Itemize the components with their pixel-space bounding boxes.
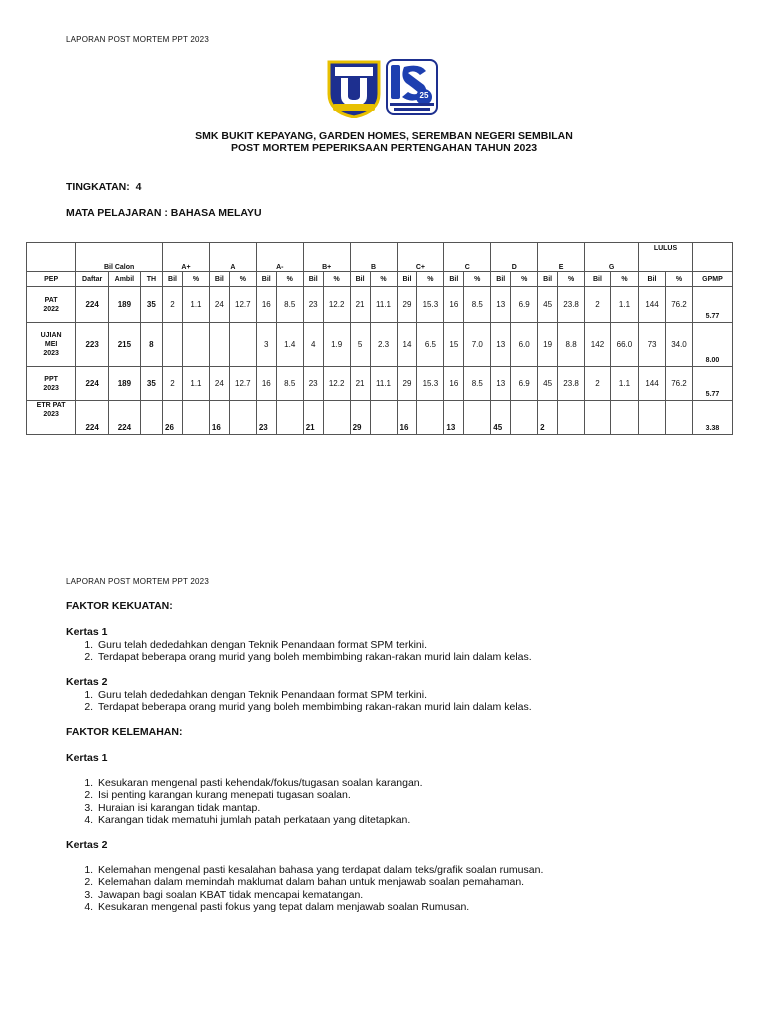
cell-bil: 5 bbox=[350, 323, 370, 367]
cell-bil: 13 bbox=[444, 401, 464, 435]
cell-ambil: 189 bbox=[109, 287, 141, 323]
cell-pct: 6.5 bbox=[417, 323, 444, 367]
tingkatan-line bbox=[66, 181, 141, 193]
cell-bil: 4 bbox=[303, 323, 323, 367]
cell-pct: 6.0 bbox=[511, 323, 538, 367]
report-subtitle: POST MORTEM PEPERIKSAAN PERTENGAHAN TAHUN 2023 bbox=[230, 142, 538, 154]
header-cell-bil-calon: Bil Calon bbox=[76, 243, 163, 272]
header-cell-pct: % bbox=[666, 272, 693, 287]
kelemahan-kertas2-heading: Kertas 2 bbox=[66, 839, 108, 851]
header-cell-bil: Bil bbox=[303, 272, 323, 287]
cell-gpmp: 8.00 bbox=[692, 323, 732, 367]
header-cell-pct: % bbox=[558, 272, 585, 287]
list-item: 1. Kesukaran mengenal pasti kehendak/fokus/tugasan soalan karangan. bbox=[96, 777, 423, 789]
table-row bbox=[27, 367, 733, 401]
header-cell-bil: Bil bbox=[639, 272, 666, 287]
cell-bil: 15 bbox=[444, 323, 464, 367]
header-cell-pct: % bbox=[276, 272, 303, 287]
cell-bil: 21 bbox=[350, 367, 370, 401]
row-label bbox=[27, 287, 76, 323]
cell-th bbox=[140, 401, 162, 435]
kekuatan-title: FAKTOR KEKUATAN: bbox=[66, 600, 173, 612]
cell-pct bbox=[276, 401, 303, 435]
header-cell-grade: E bbox=[538, 243, 585, 272]
cell-pct: 8.5 bbox=[276, 367, 303, 401]
cell-bil: 23 bbox=[256, 401, 276, 435]
cell-bil: 24 bbox=[209, 287, 229, 323]
cell-pct: 12.2 bbox=[323, 367, 350, 401]
list-item: 1. Guru telah dededahkan dengan Teknik Penandaan format SPM terkini. bbox=[96, 689, 532, 701]
header-cell-gpmp: GPMP bbox=[692, 272, 732, 287]
header-cell-grade: A bbox=[209, 243, 256, 272]
header-cell-pct: % bbox=[182, 272, 209, 287]
header-cell-th: TH bbox=[140, 272, 162, 287]
cell-ambil: 189 bbox=[109, 367, 141, 401]
table-row bbox=[27, 287, 733, 323]
header-row-sub bbox=[27, 272, 733, 287]
cell-bil: 13 bbox=[491, 287, 511, 323]
list-item: 3. Jawapan bagi soalan KBAT tidak mencapai kematangan. bbox=[96, 889, 543, 901]
header-cell-pct: % bbox=[229, 272, 256, 287]
row-label-line: MEI bbox=[44, 341, 58, 348]
cell-bil: 144 bbox=[639, 287, 666, 323]
cell-bil bbox=[163, 323, 183, 367]
cell-bil: 144 bbox=[639, 367, 666, 401]
header-cell-lulus: LULUS bbox=[639, 243, 693, 272]
list-item: 1. Kelemahan mengenal pasti kesalahan bahasa yang terdapat dalam teks/grafik soalan rumusan. bbox=[96, 864, 543, 876]
cell-gpmp: 5.77 bbox=[692, 367, 732, 401]
cell-bil: 16 bbox=[444, 367, 464, 401]
table-row bbox=[27, 401, 733, 435]
cell-pct bbox=[182, 401, 209, 435]
cell-pct: 1.1 bbox=[182, 367, 209, 401]
cell-pct: 11.1 bbox=[370, 287, 397, 323]
cell-pct bbox=[182, 323, 209, 367]
cell-pct bbox=[417, 401, 444, 435]
header-cell-bil: Bil bbox=[538, 272, 558, 287]
header-cell-bil: Bil bbox=[444, 272, 464, 287]
kekuatan-kertas2-list bbox=[66, 689, 532, 714]
cell-pct: 6.9 bbox=[511, 367, 538, 401]
tingkatan-value: 4 bbox=[135, 181, 142, 193]
cell-bil: 13 bbox=[491, 323, 511, 367]
header-row-groups bbox=[27, 243, 733, 272]
cell-gpmp: 3.38 bbox=[692, 401, 732, 435]
cell-pct: 8.5 bbox=[276, 287, 303, 323]
cell-bil: 2 bbox=[538, 401, 558, 435]
cell-pct: 76.2 bbox=[666, 367, 693, 401]
header-cell-pct: % bbox=[610, 272, 638, 287]
row-label-line: PAT bbox=[44, 296, 58, 304]
cell-pct: 12.7 bbox=[229, 287, 256, 323]
header-cell-grade: G bbox=[585, 243, 639, 272]
header-cell-grade: C+ bbox=[397, 243, 444, 272]
cell-pct bbox=[229, 323, 256, 367]
cell-th: 35 bbox=[140, 287, 162, 323]
cell-bil: 2 bbox=[163, 367, 183, 401]
cell-bil: 23 bbox=[303, 287, 323, 323]
list-item: 1. Guru telah dededahkan dengan Teknik Penandaan format SPM terkini. bbox=[96, 639, 532, 651]
cell-bil: 26 bbox=[163, 401, 183, 435]
header-cell-grade: B bbox=[350, 243, 397, 272]
cell-pct bbox=[370, 401, 397, 435]
cell-pct: 1.1 bbox=[610, 287, 638, 323]
cell-daftar: 224 bbox=[76, 287, 109, 323]
cell-pct: 23.8 bbox=[558, 367, 585, 401]
list-item: 2. Isi penting karangan kurang menepati tugasan soalan. bbox=[96, 789, 423, 801]
cell-bil: 2 bbox=[585, 287, 611, 323]
header-cell-grade: B+ bbox=[303, 243, 350, 272]
cell-pct: 6.9 bbox=[511, 287, 538, 323]
cell-pct: 12.2 bbox=[323, 287, 350, 323]
cell-pct: 2.3 bbox=[370, 323, 397, 367]
cell-daftar: 224 bbox=[76, 367, 109, 401]
cell-pct: 34.0 bbox=[666, 323, 693, 367]
cell-pct bbox=[464, 401, 491, 435]
cell-daftar: 224 bbox=[76, 401, 109, 435]
table-row bbox=[27, 323, 733, 367]
cell-pct: 1.1 bbox=[610, 367, 638, 401]
cell-pct: 8.5 bbox=[464, 287, 491, 323]
kelemahan-title: FAKTOR KELEMAHAN: bbox=[66, 726, 183, 738]
cell-pct: 1.1 bbox=[182, 287, 209, 323]
cell-th: 8 bbox=[140, 323, 162, 367]
cell-pct bbox=[610, 401, 638, 435]
list-item: 2. Kelemahan dalam memindah maklumat dalam bahan untuk menjawab soalan pemahaman. bbox=[96, 876, 543, 888]
row-label-line: 2022 bbox=[43, 305, 59, 313]
cell-pct: 1.4 bbox=[276, 323, 303, 367]
cell-pct bbox=[511, 401, 538, 435]
kekuatan-kertas2-heading: Kertas 2 bbox=[66, 676, 108, 688]
cell-bil: 21 bbox=[350, 287, 370, 323]
kekuatan-kertas1-heading: Kertas 1 bbox=[66, 626, 108, 638]
header-cell-empty bbox=[27, 243, 76, 272]
header-cell-bil: Bil bbox=[163, 272, 183, 287]
cell-pct bbox=[323, 401, 350, 435]
cell-daftar: 223 bbox=[76, 323, 109, 367]
page-header: LAPORAN POST MORTEM PPT 2023 bbox=[66, 35, 209, 44]
tingkatan-label: TINGKATAN: bbox=[66, 181, 130, 193]
header-cell-bil: Bil bbox=[350, 272, 370, 287]
anniversary-logo bbox=[386, 59, 438, 115]
school-crest-logo bbox=[327, 60, 381, 118]
cell-bil: 14 bbox=[397, 323, 417, 367]
header-cell-pct: % bbox=[464, 272, 491, 287]
cell-bil: 142 bbox=[585, 323, 611, 367]
row-label-line: 2023 bbox=[43, 350, 59, 357]
cell-bil: 16 bbox=[444, 287, 464, 323]
header-cell-ambil: Ambil bbox=[109, 272, 141, 287]
cell-pct: 8.5 bbox=[464, 367, 491, 401]
cell-bil: 24 bbox=[209, 367, 229, 401]
cell-pct bbox=[229, 401, 256, 435]
cell-pct: 15.3 bbox=[417, 287, 444, 323]
header-cell-bil: Bil bbox=[585, 272, 611, 287]
cell-bil: 73 bbox=[639, 323, 666, 367]
anniversary-number: 25 bbox=[419, 91, 429, 100]
header-cell-empty bbox=[692, 243, 732, 272]
header-cell-bil: Bil bbox=[256, 272, 276, 287]
report-title: SMK BUKIT KEPAYANG, GARDEN HOMES, SEREMBAN NEGERI SEMBILAN bbox=[195, 130, 573, 142]
header-cell-bil: Bil bbox=[491, 272, 511, 287]
header-cell-pct: % bbox=[323, 272, 350, 287]
row-label-line: ETR PAT bbox=[36, 402, 66, 409]
cell-bil bbox=[639, 401, 666, 435]
cell-bil bbox=[585, 401, 611, 435]
cell-bil: 29 bbox=[397, 287, 417, 323]
cell-pct: 23.8 bbox=[558, 287, 585, 323]
cell-th: 35 bbox=[140, 367, 162, 401]
cell-pct: 1.9 bbox=[323, 323, 350, 367]
header-cell-grade: C bbox=[444, 243, 491, 272]
cell-bil: 45 bbox=[538, 287, 558, 323]
subject-label: MATA PELAJARAN : BAHASA MELAYU bbox=[66, 207, 262, 219]
header-cell-grade: A+ bbox=[163, 243, 210, 272]
cell-bil: 16 bbox=[397, 401, 417, 435]
cell-bil: 45 bbox=[491, 401, 511, 435]
header-cell-pct: % bbox=[511, 272, 538, 287]
cell-bil: 29 bbox=[397, 367, 417, 401]
row-label-line: PPT bbox=[44, 375, 58, 383]
cell-bil: 3 bbox=[256, 323, 276, 367]
cell-bil: 45 bbox=[538, 367, 558, 401]
cell-bil: 29 bbox=[350, 401, 370, 435]
list-item: 4. Karangan tidak mematuhi jumlah patah perkataan yang ditetapkan. bbox=[96, 814, 423, 826]
row-label-line: 2023 bbox=[43, 384, 59, 392]
cell-bil: 21 bbox=[303, 401, 323, 435]
cell-bil: 13 bbox=[491, 367, 511, 401]
header-cell-daftar: Daftar bbox=[76, 272, 109, 287]
list-item: 3. Huraian isi karangan tidak mantap. bbox=[96, 802, 423, 814]
list-item: 2. Terdapat beberapa orang murid yang boleh membimbing rakan-rakan murid lain dalam kelas. bbox=[96, 651, 532, 663]
cell-pct: 7.0 bbox=[464, 323, 491, 367]
kelemahan-kertas1-list bbox=[66, 777, 423, 826]
header-cell-bil: Bil bbox=[209, 272, 229, 287]
row-label-line: UJIAN bbox=[40, 332, 62, 339]
list-item: 4. Kesukaran mengenal pasti fokus yang tepat dalam menjawab soalan Rumusan. bbox=[96, 901, 543, 913]
cell-pct bbox=[558, 401, 585, 435]
cell-bil: 2 bbox=[585, 367, 611, 401]
cell-bil: 2 bbox=[163, 287, 183, 323]
cell-pct: 11.1 bbox=[370, 367, 397, 401]
cell-pct: 8.8 bbox=[558, 323, 585, 367]
header-cell-bil: Bil bbox=[397, 272, 417, 287]
cell-pct bbox=[666, 401, 693, 435]
cell-ambil: 224 bbox=[109, 401, 141, 435]
header-cell-grade: A- bbox=[256, 243, 303, 272]
row-label bbox=[27, 401, 76, 435]
cell-gpmp: 5.77 bbox=[692, 287, 732, 323]
header-cell-pep: PEP bbox=[27, 272, 76, 287]
row-label bbox=[27, 323, 76, 367]
cell-bil: 16 bbox=[209, 401, 229, 435]
page2-header: LAPORAN POST MORTEM PPT 2023 bbox=[66, 577, 209, 586]
header-cell-pct: % bbox=[417, 272, 444, 287]
cell-bil: 19 bbox=[538, 323, 558, 367]
cell-pct: 12.7 bbox=[229, 367, 256, 401]
cell-pct: 15.3 bbox=[417, 367, 444, 401]
row-label-line: 2023 bbox=[43, 411, 59, 418]
list-item: 2. Terdapat beberapa orang murid yang boleh membimbing rakan-rakan murid lain dalam kelas. bbox=[96, 701, 532, 713]
cell-bil bbox=[209, 323, 229, 367]
kelemahan-kertas2-list bbox=[66, 864, 543, 913]
results-table bbox=[26, 242, 733, 435]
header-cell-pct: % bbox=[370, 272, 397, 287]
kelemahan-kertas1-heading: Kertas 1 bbox=[66, 752, 108, 764]
cell-bil: 16 bbox=[256, 367, 276, 401]
header-cell-grade: D bbox=[491, 243, 538, 272]
row-label bbox=[27, 367, 76, 401]
kekuatan-kertas1-list bbox=[66, 639, 532, 664]
cell-bil: 16 bbox=[256, 287, 276, 323]
cell-bil: 23 bbox=[303, 367, 323, 401]
cell-pct: 66.0 bbox=[610, 323, 638, 367]
cell-pct: 76.2 bbox=[666, 287, 693, 323]
cell-ambil: 215 bbox=[109, 323, 141, 367]
